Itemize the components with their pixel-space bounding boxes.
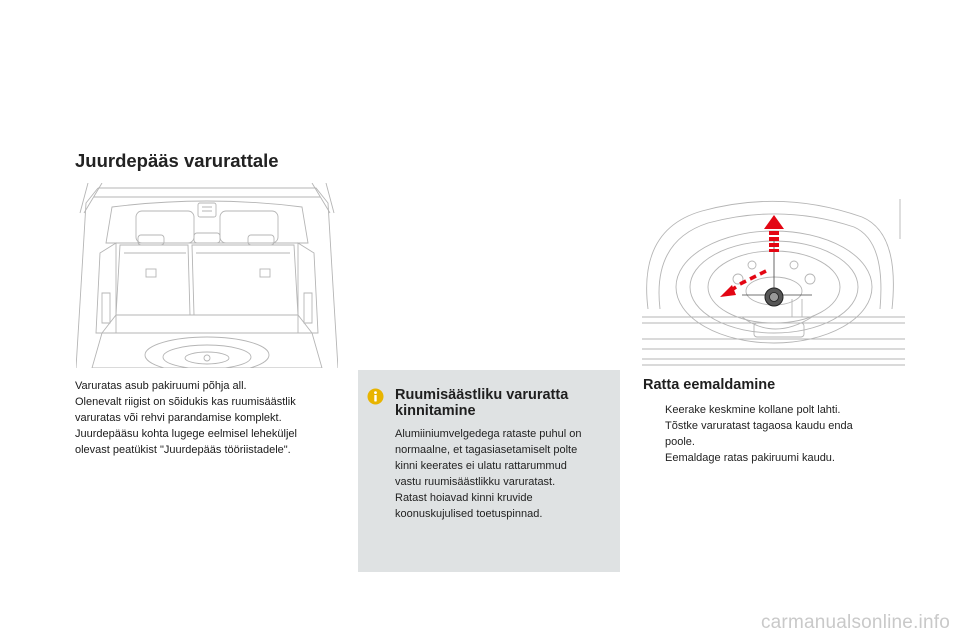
watermark: carmanualsonline.info bbox=[760, 612, 950, 633]
list-item bbox=[643, 450, 913, 466]
intro-line: Varuratas asub pakiruumi põhja all. bbox=[75, 380, 247, 392]
list-item bbox=[643, 402, 913, 418]
step-line: Tõstke varuratast tagaosa kaudu enda bbox=[665, 420, 853, 432]
intro-line: varuratas või rehvi parandamise komplekt. bbox=[75, 412, 282, 424]
wheel-illustration bbox=[642, 199, 905, 368]
info-body bbox=[395, 426, 615, 522]
info-body-line: vastu ruumisäästlikku varuratast. bbox=[395, 476, 556, 488]
intro-paragraph bbox=[75, 378, 350, 458]
info-body-line: Alumiiniumvelgedega rataste puhul on bbox=[395, 428, 582, 440]
step-line: Keerake keskmine kollane polt lahti. bbox=[665, 404, 841, 416]
steps-list bbox=[643, 402, 913, 466]
info-icon bbox=[367, 388, 384, 405]
info-box bbox=[358, 370, 620, 572]
trunk-illustration bbox=[76, 183, 338, 368]
info-title bbox=[395, 387, 610, 419]
info-title-line: kinnitamine bbox=[395, 403, 476, 419]
section-title: Ratta eemaldamine bbox=[643, 377, 776, 393]
intro-line: olevast peatükist "Juurdepääs tööriistadele". bbox=[75, 444, 291, 456]
info-body-line: Ratast hoiavad kinni kruvide bbox=[395, 492, 533, 504]
step-line: poole. bbox=[665, 436, 695, 448]
info-body-line: kinni keerates ei ulatu rattarummud bbox=[395, 460, 567, 472]
page-title: Juurdepääs varurattale bbox=[75, 150, 279, 171]
step-line: Eemaldage ratas pakiruumi kaudu. bbox=[665, 452, 835, 464]
info-title-line: Ruumisäästliku varuratta bbox=[395, 387, 569, 403]
info-body-line: koonuskujulised toetuspinnad. bbox=[395, 508, 543, 520]
list-item bbox=[643, 418, 913, 450]
intro-line: Olenevalt riigist on sõidukis kas ruumisäästlik bbox=[75, 396, 296, 408]
intro-line: Juurdepääsu kohta lugege eelmisel leheküljel bbox=[75, 428, 297, 440]
info-body-line: normaalne, et tagasiasetamiselt polte bbox=[395, 444, 578, 456]
